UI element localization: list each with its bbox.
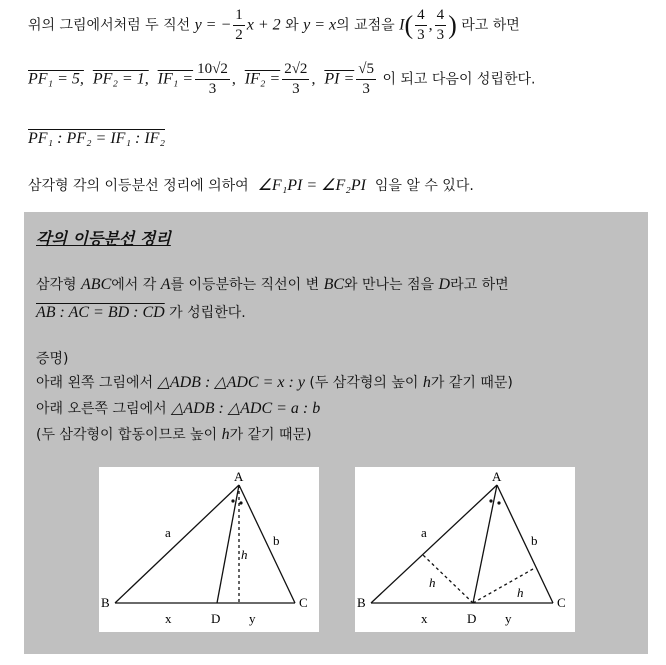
- label-x: x: [165, 611, 172, 626]
- label-B: B: [357, 595, 366, 610]
- label-y: y: [505, 611, 512, 626]
- side-ac: [239, 485, 295, 603]
- label-A: A: [234, 469, 244, 484]
- proof-line-3: (두 삼각형이 합동이므로 높이 h가 같기 때문): [36, 426, 312, 443]
- proof-label: 증명): [36, 351, 69, 367]
- intro-text: 삼각형 각의 이등분선 정리에 의하여: [28, 178, 249, 194]
- intro-line-4: [28, 175, 474, 195]
- pi-label: PI =: [324, 70, 355, 88]
- line-eq-1: y = −: [194, 16, 232, 34]
- right-figure: [355, 467, 575, 632]
- label-C: C: [557, 595, 566, 610]
- intro-text: 라고 하면: [461, 17, 520, 34]
- intro-text: 와: [285, 17, 299, 34]
- label-C: C: [299, 595, 308, 610]
- intro-text: 의 교점을: [336, 17, 395, 34]
- label-x: x: [421, 611, 428, 626]
- theorem-statement-2: AB : AC = BD : CD 가 성립한다.: [36, 304, 246, 321]
- intro-text: 임을 알 수 있다.: [374, 178, 474, 194]
- label-a: a: [421, 525, 427, 540]
- label-D: D: [467, 611, 477, 626]
- theorem-statement-1: 삼각형 ABC에서 각 A를 이등분하는 직선이 변 BC와 만나는 점을 D라고 하면: [36, 276, 509, 293]
- intro-line-3: [28, 130, 165, 148]
- line-eq-1b: x + 2: [246, 16, 281, 34]
- proof-line-2: 아래 오른쪽 그림에서 △ADB : △ADC = a : b: [36, 400, 321, 417]
- pf2-value: PF₂ = 1,: [92, 70, 149, 88]
- proof-line-1: 아래 왼쪽 그림에서 △ADB : △ADC = x : y (두 삼각형의 높이 h가 같기 때문): [36, 374, 513, 391]
- ratio-equation: PF₁ : PF₂ = IF₁ : IF₂: [28, 130, 165, 147]
- height-to-ac: [473, 569, 533, 603]
- intro-text: 이 되고 다음이 성립한다.: [382, 71, 536, 88]
- label-b: b: [273, 533, 280, 548]
- label-A: A: [492, 469, 502, 484]
- intro-line-1: 위의 그림에서처럼 두 직선 y = − $\frac{1}{2}$ x + 2 와 y = x의 교점을 I( $\frac{4}{3}$ , $\frac{4}{3}$ ) 라고 하면: [28, 7, 520, 43]
- label-b: b: [531, 533, 538, 548]
- left-figure: [99, 467, 319, 632]
- intro-text: 위의 그림에서처럼 두 직선: [28, 17, 191, 34]
- theorem-equation: AB : AC = BD : CD: [36, 304, 165, 321]
- intro-line-2: PF₁ = 5, PF₂ = 1, IF₁ = $\frac{10√2}{3}$ , IF₂ = $\frac{2√2}{3}$ , PI = $\frac{√5}{3}$ 이 되고 다음이 성립한다.: [28, 61, 536, 97]
- angle-equation: ∠F₁PI = ∠F₂PI: [257, 177, 366, 194]
- label-D: D: [211, 611, 221, 626]
- if1-label: IF₁ =: [157, 70, 194, 88]
- if2-label: IF₂ =: [244, 70, 281, 88]
- theorem-title: 각의 이등분선 정리: [36, 229, 171, 248]
- label-B: B: [101, 595, 110, 610]
- theorem-box: [24, 212, 648, 654]
- label-h-right: h: [517, 585, 524, 600]
- point-I: I: [399, 16, 405, 34]
- fraction: $\frac{1}{2}$: [235, 7, 243, 43]
- label-y: y: [249, 611, 256, 626]
- line-eq-2: y = x: [303, 16, 337, 34]
- label-h-left: h: [429, 575, 436, 590]
- label-h: h: [241, 547, 248, 562]
- label-a: a: [165, 525, 171, 540]
- pf1-value: PF₁ = 5,: [28, 70, 84, 88]
- bisector-ad: [473, 485, 497, 603]
